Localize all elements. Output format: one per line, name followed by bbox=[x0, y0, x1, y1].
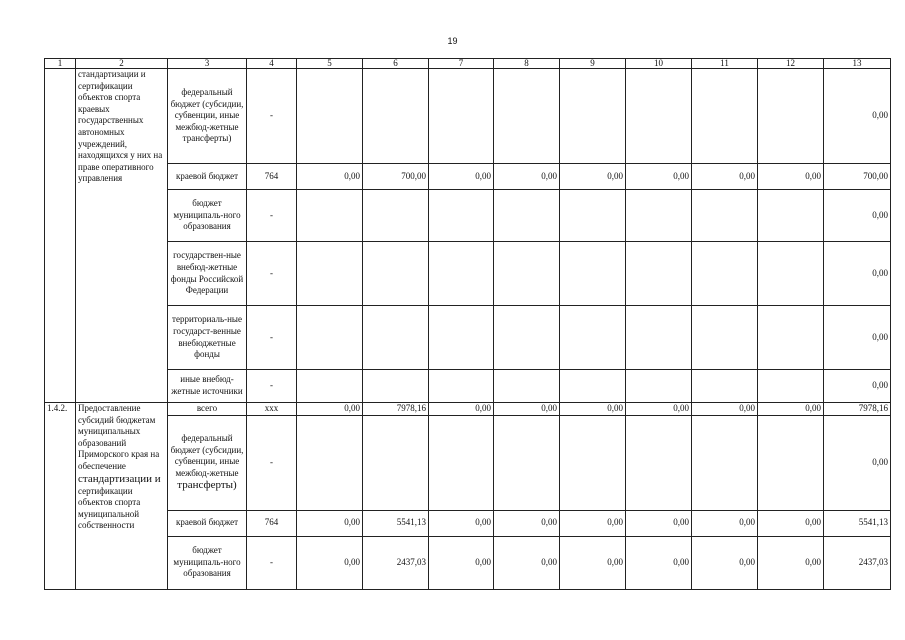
header-col-3: 3 bbox=[168, 59, 247, 69]
value-cell-col7 bbox=[429, 415, 494, 510]
value-cell-col10: 0,00 bbox=[626, 164, 692, 190]
value-cell-col9 bbox=[560, 242, 626, 306]
value-cell-col6 bbox=[363, 306, 429, 370]
value-cell-col7: 0,00 bbox=[429, 403, 494, 416]
header-col-6: 6 bbox=[363, 59, 429, 69]
header-row bbox=[45, 59, 891, 69]
measure-name-cell: стандартизации и сертификации объектов спорта краевых государственных автономных учреждений, находящихся у них на праве оперативного управления bbox=[76, 69, 168, 403]
value-cell-col7 bbox=[429, 190, 494, 242]
value-cell-col13: 0,00 bbox=[824, 190, 891, 242]
funding-source-part: трансферты) bbox=[177, 479, 237, 492]
funding-source-cell: иные внебюд-жетные источники bbox=[168, 370, 247, 403]
value-cell-col8: 0,00 bbox=[494, 536, 560, 589]
table-row bbox=[45, 415, 891, 510]
value-cell-col5: 0,00 bbox=[297, 403, 363, 416]
value-cell-col13: 2437,03 bbox=[824, 536, 891, 589]
table-row bbox=[45, 242, 891, 306]
value-cell-col8: 0,00 bbox=[494, 403, 560, 416]
value-cell-col6 bbox=[363, 415, 429, 510]
value-cell-col5: 0,00 bbox=[297, 536, 363, 589]
table-row bbox=[45, 370, 891, 403]
header-col-1: 1 bbox=[45, 59, 76, 69]
value-cell-col11 bbox=[692, 190, 758, 242]
funding-source-cell: государствен-ные внебюд-жетные фонды Российской Федерации bbox=[168, 242, 247, 306]
value-cell-col9: 0,00 bbox=[560, 403, 626, 416]
funding-source-cell: федеральный бюджет (субсидии, субвенции, иные межбюд-жетные трансферты) bbox=[168, 69, 247, 164]
value-cell-col5: 0,00 bbox=[297, 164, 363, 190]
table-row bbox=[45, 164, 891, 190]
value-cell-col13: 0,00 bbox=[824, 69, 891, 164]
value-cell-col8 bbox=[494, 306, 560, 370]
code-cell: - bbox=[247, 415, 297, 510]
header-col-4: 4 bbox=[247, 59, 297, 69]
funding-source-cell: всего bbox=[168, 403, 247, 416]
value-cell-col9 bbox=[560, 306, 626, 370]
value-cell-col13: 0,00 bbox=[824, 242, 891, 306]
value-cell-col11 bbox=[692, 306, 758, 370]
table-row bbox=[45, 190, 891, 242]
measure-name-cell bbox=[76, 403, 168, 590]
value-cell-col13: 0,00 bbox=[824, 306, 891, 370]
value-cell-col6: 5541,13 bbox=[363, 510, 429, 536]
funding-source-cell: краевой бюджет bbox=[168, 510, 247, 536]
header-col-8: 8 bbox=[494, 59, 560, 69]
value-cell-col10 bbox=[626, 242, 692, 306]
value-cell-col6: 2437,03 bbox=[363, 536, 429, 589]
measure-name-part: Предоставление субсидий бюджетам муниципальных образований Приморского края на обеспечение bbox=[78, 403, 160, 471]
table-row bbox=[45, 510, 891, 536]
value-cell-col12: 0,00 bbox=[758, 510, 824, 536]
value-cell-col9 bbox=[560, 415, 626, 510]
value-cell-col10 bbox=[626, 190, 692, 242]
value-cell-col12: 0,00 bbox=[758, 536, 824, 589]
value-cell-col6 bbox=[363, 69, 429, 164]
value-cell-col7: 0,00 bbox=[429, 164, 494, 190]
code-cell: - bbox=[247, 69, 297, 164]
header-col-7: 7 bbox=[429, 59, 494, 69]
value-cell-col8 bbox=[494, 190, 560, 242]
row-id-cell: 1.4.2. bbox=[45, 403, 76, 590]
funding-source-cell: краевой бюджет bbox=[168, 164, 247, 190]
value-cell-col11: 0,00 bbox=[692, 164, 758, 190]
value-cell-col11: 0,00 bbox=[692, 510, 758, 536]
value-cell-col13: 7978,16 bbox=[824, 403, 891, 416]
value-cell-col5 bbox=[297, 69, 363, 164]
value-cell-col10 bbox=[626, 415, 692, 510]
value-cell-col10 bbox=[626, 370, 692, 403]
value-cell-col13: 0,00 bbox=[824, 370, 891, 403]
value-cell-col12 bbox=[758, 415, 824, 510]
header-col-13: 13 bbox=[824, 59, 891, 69]
funding-source-cell: бюджет муниципаль-ного образования bbox=[168, 536, 247, 589]
value-cell-col6: 700,00 bbox=[363, 164, 429, 190]
value-cell-col8: 0,00 bbox=[494, 164, 560, 190]
header-col-11: 11 bbox=[692, 59, 758, 69]
value-cell-col9 bbox=[560, 190, 626, 242]
value-cell-col10: 0,00 bbox=[626, 403, 692, 416]
budget-table bbox=[44, 58, 891, 590]
value-cell-col7 bbox=[429, 242, 494, 306]
row-id-cell bbox=[45, 69, 76, 403]
value-cell-col11 bbox=[692, 242, 758, 306]
value-cell-col8: 0,00 bbox=[494, 510, 560, 536]
header-col-10: 10 bbox=[626, 59, 692, 69]
funding-source-cell bbox=[168, 415, 247, 510]
header-col-2: 2 bbox=[76, 59, 168, 69]
code-cell: - bbox=[247, 242, 297, 306]
value-cell-col6 bbox=[363, 370, 429, 403]
value-cell-col10 bbox=[626, 306, 692, 370]
code-cell: 764 bbox=[247, 510, 297, 536]
value-cell-col6 bbox=[363, 190, 429, 242]
value-cell-col12 bbox=[758, 306, 824, 370]
header-col-12: 12 bbox=[758, 59, 824, 69]
header-col-5: 5 bbox=[297, 59, 363, 69]
value-cell-col11: 0,00 bbox=[692, 403, 758, 416]
value-cell-col6 bbox=[363, 242, 429, 306]
value-cell-col8 bbox=[494, 242, 560, 306]
code-cell: - bbox=[247, 306, 297, 370]
value-cell-col5 bbox=[297, 242, 363, 306]
value-cell-col13: 5541,13 bbox=[824, 510, 891, 536]
code-cell: - bbox=[247, 190, 297, 242]
value-cell-col7: 0,00 bbox=[429, 510, 494, 536]
value-cell-col9: 0,00 bbox=[560, 164, 626, 190]
value-cell-col7: 0,00 bbox=[429, 536, 494, 589]
code-cell: 764 bbox=[247, 164, 297, 190]
value-cell-col8 bbox=[494, 370, 560, 403]
table-row bbox=[45, 536, 891, 589]
value-cell-col9 bbox=[560, 370, 626, 403]
value-cell-col8 bbox=[494, 415, 560, 510]
value-cell-col9: 0,00 bbox=[560, 510, 626, 536]
value-cell-col12 bbox=[758, 69, 824, 164]
value-cell-col11 bbox=[692, 415, 758, 510]
funding-source-cell: территориаль-ные государст-венные внебюджетные фонды bbox=[168, 306, 247, 370]
code-cell: ххх bbox=[247, 403, 297, 416]
code-cell: - bbox=[247, 536, 297, 589]
value-cell-col11: 0,00 bbox=[692, 536, 758, 589]
value-cell-col7 bbox=[429, 370, 494, 403]
value-cell-col10: 0,00 bbox=[626, 536, 692, 589]
value-cell-col6: 7978,16 bbox=[363, 403, 429, 416]
value-cell-col7 bbox=[429, 69, 494, 164]
funding-source-part: федеральный бюджет (субсидии, субвенции, иные межбюд-жетные bbox=[170, 432, 244, 478]
value-cell-col10: 0,00 bbox=[626, 510, 692, 536]
value-cell-col10 bbox=[626, 69, 692, 164]
value-cell-col5 bbox=[297, 415, 363, 510]
funding-source-cell: бюджет муниципаль-ного образования bbox=[168, 190, 247, 242]
measure-name-part: стандартизации и bbox=[78, 472, 161, 485]
value-cell-col5 bbox=[297, 190, 363, 242]
value-cell-col9: 0,00 bbox=[560, 536, 626, 589]
value-cell-col11 bbox=[692, 370, 758, 403]
value-cell-col13: 700,00 bbox=[824, 164, 891, 190]
table-row bbox=[45, 69, 891, 164]
value-cell-col5: 0,00 bbox=[297, 510, 363, 536]
table-row bbox=[45, 403, 891, 416]
value-cell-col13: 0,00 bbox=[824, 415, 891, 510]
value-cell-col12: 0,00 bbox=[758, 403, 824, 416]
page-number: 19 bbox=[447, 36, 458, 46]
measure-name-part: сертификации объектов спорта муниципальной собственности bbox=[78, 485, 141, 531]
value-cell-col5 bbox=[297, 306, 363, 370]
value-cell-col11 bbox=[692, 69, 758, 164]
table-row bbox=[45, 306, 891, 370]
value-cell-col9 bbox=[560, 69, 626, 164]
value-cell-col5 bbox=[297, 370, 363, 403]
value-cell-col12 bbox=[758, 370, 824, 403]
value-cell-col12: 0,00 bbox=[758, 164, 824, 190]
value-cell-col8 bbox=[494, 69, 560, 164]
value-cell-col12 bbox=[758, 190, 824, 242]
code-cell: - bbox=[247, 370, 297, 403]
header-col-9: 9 bbox=[560, 59, 626, 69]
value-cell-col12 bbox=[758, 242, 824, 306]
value-cell-col7 bbox=[429, 306, 494, 370]
